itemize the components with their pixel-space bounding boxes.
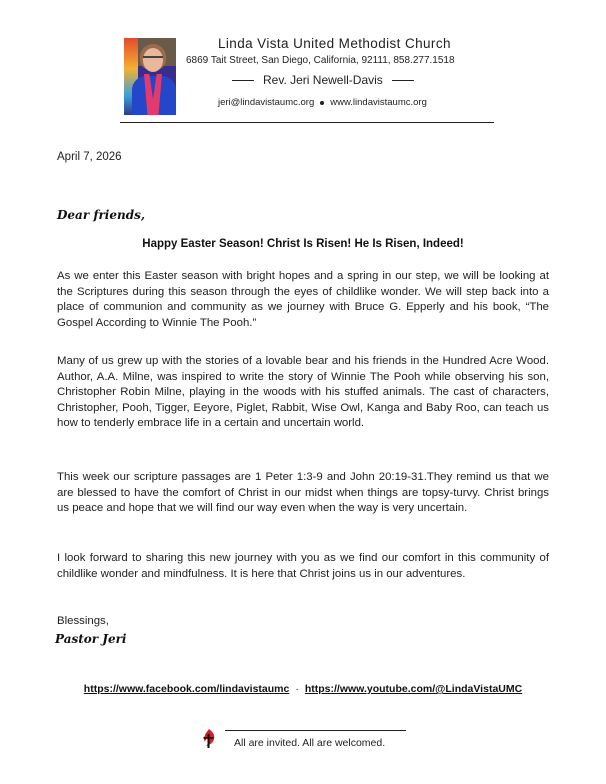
cross-and-flame-icon: [200, 728, 218, 748]
contact-row: [218, 97, 427, 108]
signature: Pastor Jeri: [55, 632, 127, 646]
church-address: 6869 Tait Street, San Diego, California, 92111, 858.277.1518: [186, 55, 455, 66]
letterhead: [120, 34, 494, 124]
pastor-row: [232, 73, 414, 87]
paragraph-1: As we enter this Easter season with bright hopes and a spring in our step, we will be looking at the Scriptures during this season through the eyes of childlike wonder. We will step back into a place of communion and community as we journey with Bruce G. Epperly and his book, “The Gospel According to Winnie The Pooh.”: [57, 270, 549, 329]
church-name: Linda Vista United Methodist Church: [218, 36, 451, 51]
footer-tagline: All are invited. All are welcomed.: [234, 737, 386, 749]
paragraph-2: Many of us grew up with the stories of a lovable bear and his friends in the Hundred Acre Wood. Author, A.A. Milne, was inspired to write the story of Winnie The Pooh while observing his son, Christopher Robin Milne, playing in the woods with his stuffed animals. The cast of characters, Christopher, Pooh, Tigger, Eeyore, Piglet, Rabbit, Wise Owl, Kanga and Baby Roo, can teach us how to tenderly embrace life in a certain and uncertain world.: [57, 355, 549, 430]
letter-date: April 7, 2026: [57, 151, 122, 163]
social-links: [0, 683, 606, 695]
paragraph-4: I look forward to sharing this new journey with you as we find our comfort in this community of childlike wonder and mindfulness. It is here that Christ joins us in our adventures.: [57, 552, 549, 580]
paragraph-3: This week our scripture passages are 1 Peter 1:3-9 and John 20:19-31.They remind us that we are blessed to have the comfort of Christ in our midst when things are topsy-turvy. Christ brings us peace and hope that we will find our way even when the way is very uncertain.: [57, 471, 549, 515]
youtube-link[interactable]: https://www.youtube.com/@LindaVistaUMC: [304, 683, 523, 695]
left-dash: [232, 80, 254, 81]
right-dash: [392, 80, 414, 81]
pastor-photo: [124, 38, 176, 115]
salutation: Dear friends,: [57, 208, 146, 222]
cross-vertical: [208, 734, 210, 748]
cross-horizontal: [204, 737, 214, 739]
footer-divider: [225, 730, 406, 731]
header-divider: [120, 122, 494, 123]
bullet-separator: [320, 101, 324, 105]
pastor-name: Rev. Jeri Newell-Davis: [263, 73, 383, 87]
email-text: jeri@lindavistaumc.org: [218, 97, 315, 108]
website-text: www.lindavistaumc.org: [330, 97, 427, 108]
closing: Blessings,: [57, 615, 109, 627]
facebook-link[interactable]: https://www.facebook.com/lindavistaumc: [83, 683, 290, 695]
link-separator: ·: [295, 683, 299, 695]
letter-headline: Happy Easter Season! Christ Is Risen! He Is Risen, Indeed!: [142, 238, 464, 250]
